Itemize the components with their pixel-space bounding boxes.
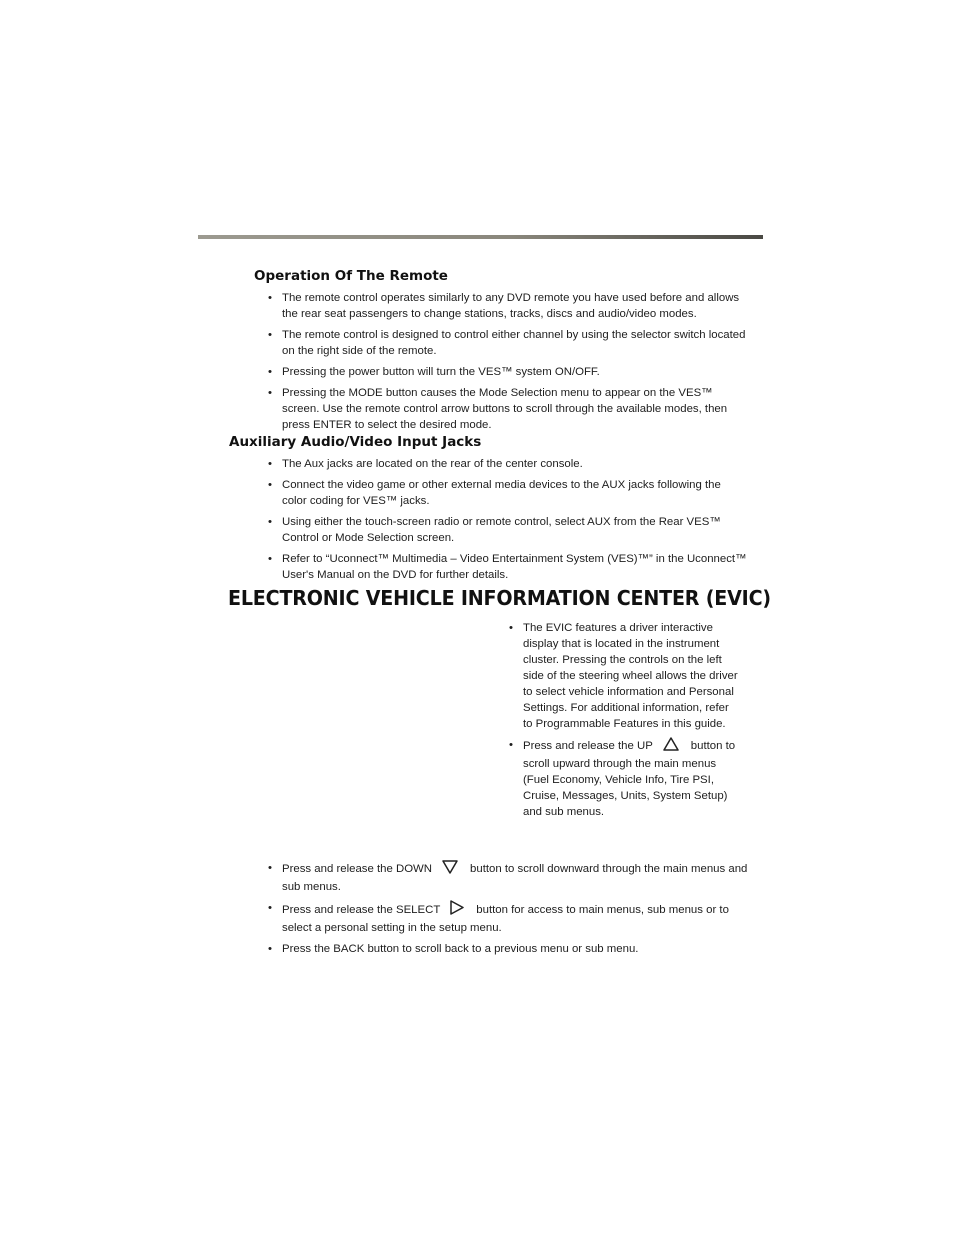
evic-intro-bullet: • The EVIC features a driver interactive display that is located in the instrument cluster. Pressing the controls on the left side of the steering wheel allows the driver to select vehicle information and Personal Settings. For additional information, refer to Programmable Features in this guide.: [509, 620, 741, 732]
right-arrow-icon: [450, 900, 464, 920]
remote-bullet-list: [268, 290, 748, 438]
remote-bullet: • The remote control is designed to control either channel by using the selector switch located on the right side of the remote.: [268, 327, 748, 359]
evic-bottom-list: [268, 860, 748, 962]
aux-bullet: • Using either the touch-screen radio or remote control, select AUX from the Rear VES™ Control or Mode Selection screen.: [268, 514, 748, 546]
aux-heading: Auxiliary Audio/Video Input Jacks: [229, 434, 482, 450]
up-text-pre: Press and release the UP: [523, 740, 653, 752]
select-text-pre: Press and release the SELECT: [282, 904, 441, 916]
aux-bullet-list: [268, 456, 748, 588]
aux-bullet: • Refer to “Uconnect™ Multimedia – Video Entertainment System (VES)™” in the Uconnect™ User's Manual on the DVD for further details.: [268, 551, 748, 583]
evic-down-bullet: [268, 860, 748, 895]
remote-bullet: • The remote control operates similarly to any DVD remote you have used before and allows the rear seat passengers to change stations, tracks, discs and audio/video modes.: [268, 290, 748, 322]
aux-bullet: • Connect the video game or other external media devices to the AUX jacks following the color coding for VES™ jacks.: [268, 477, 748, 509]
remote-heading: Operation Of The Remote: [254, 268, 448, 284]
up-arrow-icon: [663, 737, 679, 756]
down-arrow-icon: [442, 860, 458, 879]
down-text-post: button to scroll downward through the main menus and sub menus.: [282, 863, 748, 893]
evic-heading: ELECTRONIC VEHICLE INFORMATION CENTER (EVIC): [228, 586, 771, 610]
up-text-post: button to scroll upward through the main menus (Fuel Economy, Vehicle Info, Tire PSI, Cruise, Messages, Units, System Setup) and sub menus.: [523, 740, 736, 818]
remote-bullet: • Pressing the power button will turn the VES™ system ON/OFF.: [268, 364, 748, 380]
header-rule: [198, 235, 763, 239]
evic-right-column: [509, 620, 741, 825]
down-text-pre: Press and release the DOWN: [282, 863, 433, 875]
evic-select-bullet: [268, 900, 748, 936]
evic-up-bullet: [509, 737, 741, 820]
aux-bullet: • The Aux jacks are located on the rear of the center console.: [268, 456, 748, 472]
remote-bullet: • Pressing the MODE button causes the Mode Selection menu to appear on the VES™ screen. Use the remote control arrow buttons to scroll through the available modes, then press ENTER to select the desired mode.: [268, 385, 748, 433]
evic-back-bullet: • Press the BACK button to scroll back to a previous menu or sub menu.: [268, 941, 748, 957]
select-text-post: button for access to main menus, sub menus or to select a personal setting in the setup menu.: [282, 904, 729, 934]
